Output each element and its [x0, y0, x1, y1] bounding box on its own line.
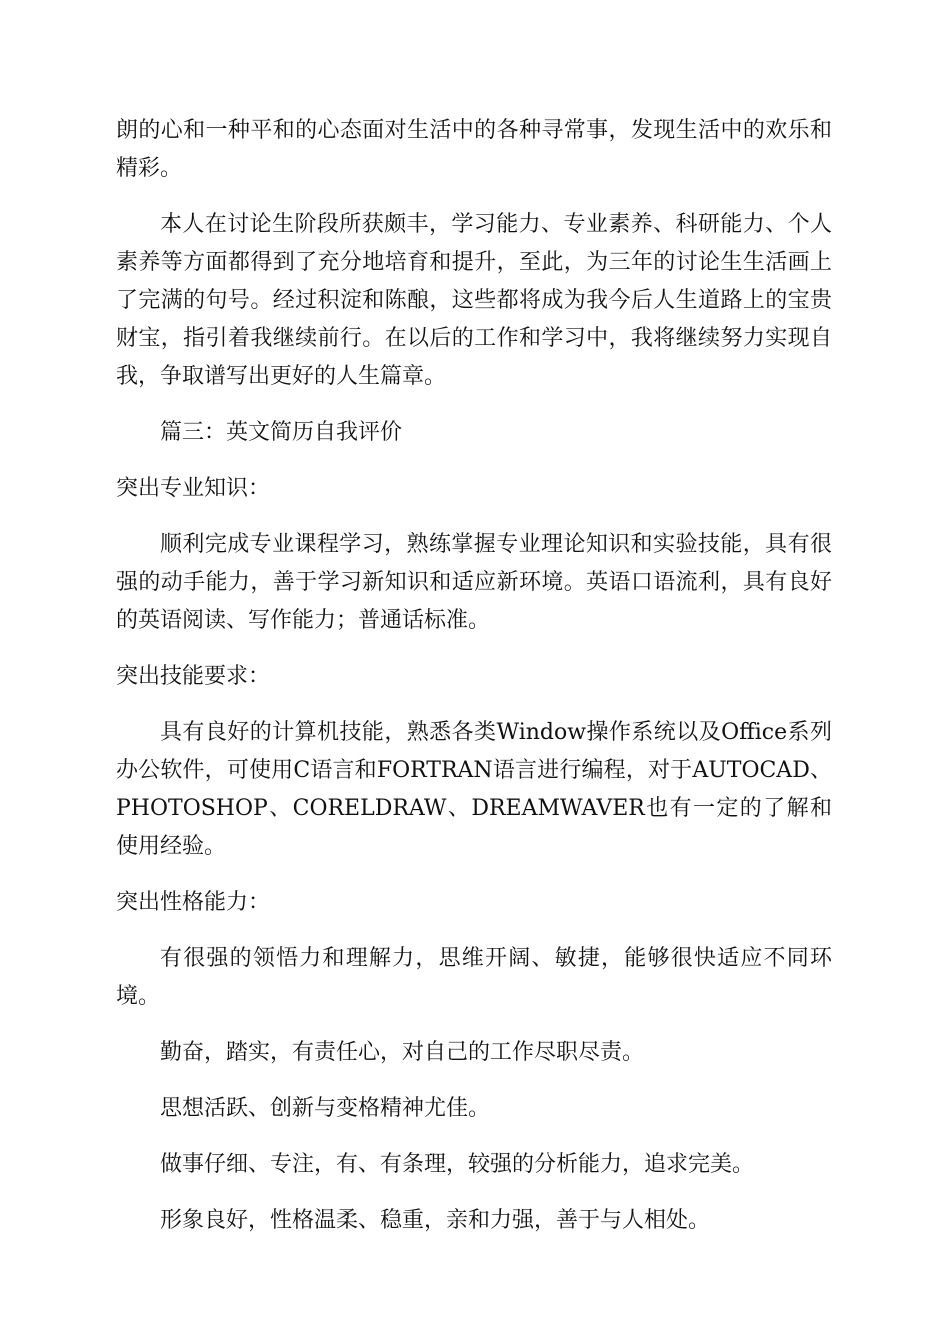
paragraph-skills: 具有良好的计算机技能，熟悉各类Window操作系统以及Office系列办公软件，可使用C语言和FORTRAN语言进行编程，对于AUTOCAD、PHOTOSHOP、CORELDRAW、DREAMWAVER也有一定的了解和使用经验。: [116, 720, 832, 859]
paragraph-professional-knowledge: 顺利完成专业课程学习，熟练掌握专业理论知识和实验技能，具有很强的动手能力，善于学习新知识和适应新环境。英语口语流利，具有良好的英语阅读、写作能力；普通话标准。: [116, 532, 832, 633]
paragraph-character-5: 形象良好，性格温柔、稳重，亲和力强，善于与人相处。: [160, 1208, 711, 1233]
paragraph-summary: 本人在讨论生阶段所获颇丰，学习能力、专业素养、科研能力、个人素养等方面都得到了充分地培育和提升，至此，为三年的讨论生生活画上了完满的句号。经过积淀和陈酿，这些都将成为我今后人生道路上的宝贵财宝，指引着我继续前行。在以后的工作和学习中，我将继续努力实现自我，争取谱写出更好的人生篇章。: [116, 212, 832, 389]
document-body: [116, 112, 832, 1258]
heading-character: 突出性格能力：: [116, 890, 271, 915]
paragraph-character-2: 勤奋，踏实，有责任心，对自己的工作尽职尽责。: [160, 1040, 645, 1065]
paragraph-character-1: 有很强的领悟力和理解力，思维开阔、敏捷，能够很快适应不同环境。: [116, 946, 832, 1009]
heading-skills: 突出技能要求：: [116, 664, 271, 689]
paragraph-character-3: 思想活跃、创新与变格精神尤佳。: [160, 1096, 491, 1121]
section-title: 篇三：英文简历自我评价: [160, 420, 403, 445]
heading-professional-knowledge: 突出专业知识：: [116, 476, 271, 501]
paragraph-character-4: 做事仔细、专注，有、有条理，较强的分析能力，追求完美。: [160, 1152, 755, 1177]
paragraph-continuation: 朗的心和一种平和的心态面对生活中的各种寻常事，发现生活中的欢乐和精彩。: [116, 118, 832, 181]
